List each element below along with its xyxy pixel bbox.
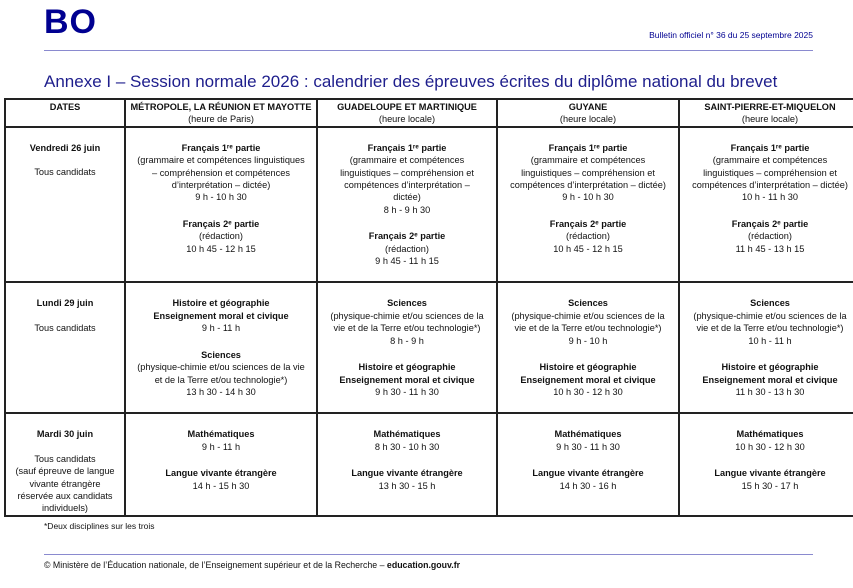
exam-subject: Français 1ʳᵉ partie: [548, 142, 628, 153]
column-header: [497, 99, 679, 127]
exam-subject: Enseignement moral et civique: [339, 374, 475, 385]
exam-detail: 13 h 30 - 15 h: [378, 480, 436, 491]
page-title: Annexe I – Session normale 2026 : calendrier des épreuves écrites du diplôme national du brevet: [44, 72, 778, 91]
exam-detail: 15 h 30 - 17 h: [741, 480, 799, 491]
column-label: GUYANE: [568, 102, 608, 112]
exam-block: [128, 428, 314, 453]
exam-block: [320, 467, 494, 492]
exam-block: [682, 361, 853, 398]
schedule-cell: [317, 282, 497, 413]
date-cell: [5, 282, 125, 413]
exam-detail: 8 h - 9 h 30: [383, 204, 431, 215]
exam-block: [128, 218, 314, 255]
exam-detail: linguistiques – compréhension et: [703, 167, 837, 178]
footer-divider: [44, 554, 813, 555]
footer-copyright: © Ministère de l’Éducation nationale, de l’Enseignement supérieur et de la Recherche –: [44, 559, 387, 570]
exam-block: [500, 467, 676, 492]
exam-detail: 9 h - 10 h 30: [562, 192, 614, 203]
exam-detail: 14 h 30 - 16 h: [559, 480, 617, 491]
footnote: *Deux disciplines sur les trois: [44, 520, 155, 531]
exam-detail: 10 h 30 - 12 h 30: [553, 386, 623, 397]
exam-detail: 10 h 45 - 12 h 15: [186, 243, 256, 254]
exam-subject: Sciences: [568, 298, 608, 309]
exam-detail: (grammaire et compétences: [712, 155, 828, 166]
page-header: [0, 0, 853, 50]
date-label: Vendredi 26 juin: [29, 142, 101, 153]
column-label: GUADELOUPE ET MARTINIQUE: [337, 102, 477, 112]
exam-block: [320, 361, 494, 398]
footer: [44, 559, 853, 571]
exam-subject: Français 1ʳᵉ partie: [367, 142, 447, 153]
table-header-row: [5, 99, 853, 127]
exam-detail: (rédaction): [566, 231, 610, 242]
schedule-cell: [679, 127, 853, 283]
exam-subject: Français 2ᵉ partie: [368, 231, 446, 242]
candidates-label: individuels): [42, 503, 88, 514]
column-header: [5, 99, 125, 127]
candidates-label: vivante étrangère: [29, 478, 101, 489]
exam-detail: 10 h - 11 h 30: [741, 192, 799, 203]
schedule-cell: [497, 127, 679, 283]
exam-detail: compétences d’interprétation – dictée): [510, 180, 666, 191]
exam-detail: (grammaire et compétences linguistiques: [137, 155, 305, 166]
exam-subject: Sciences: [201, 349, 241, 360]
candidates-label: réservée aux candidats: [17, 490, 113, 501]
bo-logo: BO: [44, 3, 97, 41]
date-cell: [5, 413, 125, 515]
exam-detail: 9 h - 11 h: [201, 441, 241, 452]
exam-detail: vie et de la Terre et/ou technologie*): [514, 323, 662, 334]
exam-subject: Français 2ᵉ partie: [731, 218, 809, 229]
exam-subject: Histoire et géographie: [358, 362, 456, 373]
exam-block: [320, 297, 494, 347]
candidates-label: Tous candidats: [34, 167, 96, 178]
exam-subject: Français 1ʳᵉ partie: [181, 142, 261, 153]
exam-subject: Enseignement moral et civique: [520, 374, 656, 385]
column-header: [679, 99, 853, 127]
exam-detail: (grammaire et compétences: [530, 155, 646, 166]
exam-detail: vie et de la Terre et/ou technologie*): [333, 323, 481, 334]
exam-detail: 9 h 30 - 11 h 30: [556, 441, 620, 452]
date-label: Mardi 30 juin: [36, 429, 94, 440]
exam-block: [682, 428, 853, 453]
exam-detail: 10 h - 11 h: [748, 335, 792, 346]
schedule-cell: [679, 413, 853, 515]
schedule-cell: [125, 127, 317, 283]
exam-subject: Français 2ᵉ partie: [549, 218, 627, 229]
exam-block: [128, 349, 314, 399]
candidates-label: Tous candidats: [34, 453, 96, 464]
exam-detail: (rédaction): [385, 243, 429, 254]
column-label: MÉTROPOLE, LA RÉUNION ET MAYOTTE: [130, 102, 312, 112]
exam-subject: Langue vivante étrangère: [532, 468, 644, 479]
exam-detail: (physique-chimie et/ou sciences de la: [693, 310, 847, 321]
schedule-cell: [317, 127, 497, 283]
exam-detail: compétences d’interprétation – dictée): [692, 180, 848, 191]
exam-detail: et de la Terre et/ou technologie*): [154, 374, 288, 385]
schedule-cell: [125, 413, 317, 515]
exam-detail: dictée): [393, 192, 421, 203]
exam-detail: 9 h 45 - 11 h 15: [375, 256, 439, 267]
date-cell: [5, 127, 125, 283]
exam-subject: Sciences: [750, 298, 790, 309]
exam-subject: Langue vivante étrangère: [351, 468, 463, 479]
exam-block: [320, 142, 494, 216]
exam-subject: Mathématiques: [736, 429, 804, 440]
schedule-cell: [679, 282, 853, 413]
exam-subject: Histoire et géographie: [539, 362, 637, 373]
exam-detail: linguistiques – compréhension et: [340, 167, 474, 178]
exam-detail: compétences d’interprétation –: [344, 180, 470, 191]
exam-block: [128, 142, 314, 204]
exam-subject: Histoire et géographie: [172, 298, 270, 309]
candidates-label: Tous candidats: [34, 322, 96, 333]
exam-detail: 9 h - 11 h: [201, 323, 241, 334]
column-header: [317, 99, 497, 127]
exam-block: [500, 361, 676, 398]
exam-detail: 13 h 30 - 14 h 30: [186, 386, 256, 397]
table-row: [5, 282, 853, 413]
exam-block: [128, 467, 314, 492]
column-sublabel: (heure locale): [378, 114, 436, 125]
column-sublabel: (heure de Paris): [188, 114, 254, 125]
exam-subject: Langue vivante étrangère: [714, 468, 826, 479]
column-sublabel: (heure locale): [741, 114, 799, 125]
footer-link[interactable]: education.gouv.fr: [386, 559, 461, 570]
exam-detail: 8 h 30 - 10 h 30: [374, 441, 440, 452]
exam-block: [682, 467, 853, 492]
schedule-cell: [497, 282, 679, 413]
exam-detail: 14 h - 15 h 30: [192, 480, 250, 491]
exam-subject: Mathématiques: [373, 429, 441, 440]
exam-detail: 9 h - 10 h: [568, 335, 608, 346]
column-label: SAINT-PIERRE-ET-MIQUELON: [704, 102, 836, 112]
exam-subject: Français 2ᵉ partie: [182, 218, 260, 229]
exam-schedule-table: [4, 98, 853, 517]
exam-detail: vie et de la Terre et/ou technologie*): [696, 323, 844, 334]
exam-detail: 9 h 30 - 11 h 30: [375, 386, 439, 397]
exam-detail: (grammaire et compétences: [349, 155, 465, 166]
column-label: DATES: [49, 102, 81, 112]
exam-detail: (physique-chimie et/ou sciences de la vie: [137, 362, 305, 373]
exam-detail: (physique-chimie et/ou sciences de la: [511, 310, 665, 321]
table-row: [5, 413, 853, 515]
exam-subject: Enseignement moral et civique: [153, 310, 289, 321]
schedule-cell: [125, 282, 317, 413]
schedule-cell: [317, 413, 497, 515]
exam-detail: 10 h 30 - 12 h 30: [735, 441, 805, 452]
header-divider: [44, 50, 813, 51]
exam-block: [500, 428, 676, 453]
exam-block: [500, 142, 676, 204]
exam-detail: (physique-chimie et/ou sciences de la: [330, 310, 484, 321]
exam-detail: linguistiques – compréhension et: [521, 167, 655, 178]
exam-subject: Français 1ʳᵉ partie: [730, 142, 810, 153]
exam-block: [682, 218, 853, 255]
bulletin-reference: Bulletin officiel n° 36 du 25 septembre 2025: [649, 30, 813, 40]
candidates-label: (sauf épreuve de langue: [15, 466, 115, 477]
exam-subject: Mathématiques: [554, 429, 622, 440]
exam-block: [500, 297, 676, 347]
exam-detail: 10 h 45 - 12 h 15: [553, 243, 623, 254]
exam-block: [320, 230, 494, 267]
exam-block: [682, 142, 853, 204]
exam-block: [320, 428, 494, 453]
column-sublabel: (heure locale): [559, 114, 617, 125]
exam-detail: – compréhension et compétences: [152, 167, 290, 178]
column-header: [125, 99, 317, 127]
exam-detail: 8 h - 9 h: [390, 335, 424, 346]
exam-detail: 11 h 30 - 13 h 30: [735, 386, 805, 397]
exam-detail: d’interprétation – dictée): [171, 180, 271, 191]
exam-subject: Langue vivante étrangère: [165, 468, 277, 479]
exam-subject: Mathématiques: [187, 429, 255, 440]
exam-block: [500, 218, 676, 255]
exam-detail: 11 h 45 - 13 h 15: [735, 243, 805, 254]
table-row: [5, 127, 853, 283]
exam-block: [128, 297, 314, 334]
exam-block: [682, 297, 853, 347]
exam-subject: Sciences: [387, 298, 427, 309]
exam-subject: Enseignement moral et civique: [702, 374, 838, 385]
exam-detail: (rédaction): [199, 231, 243, 242]
exam-detail: 9 h - 10 h 30: [195, 192, 247, 203]
exam-detail: (rédaction): [748, 231, 792, 242]
exam-subject: Histoire et géographie: [721, 362, 819, 373]
schedule-cell: [497, 413, 679, 515]
date-label: Lundi 29 juin: [36, 298, 94, 309]
